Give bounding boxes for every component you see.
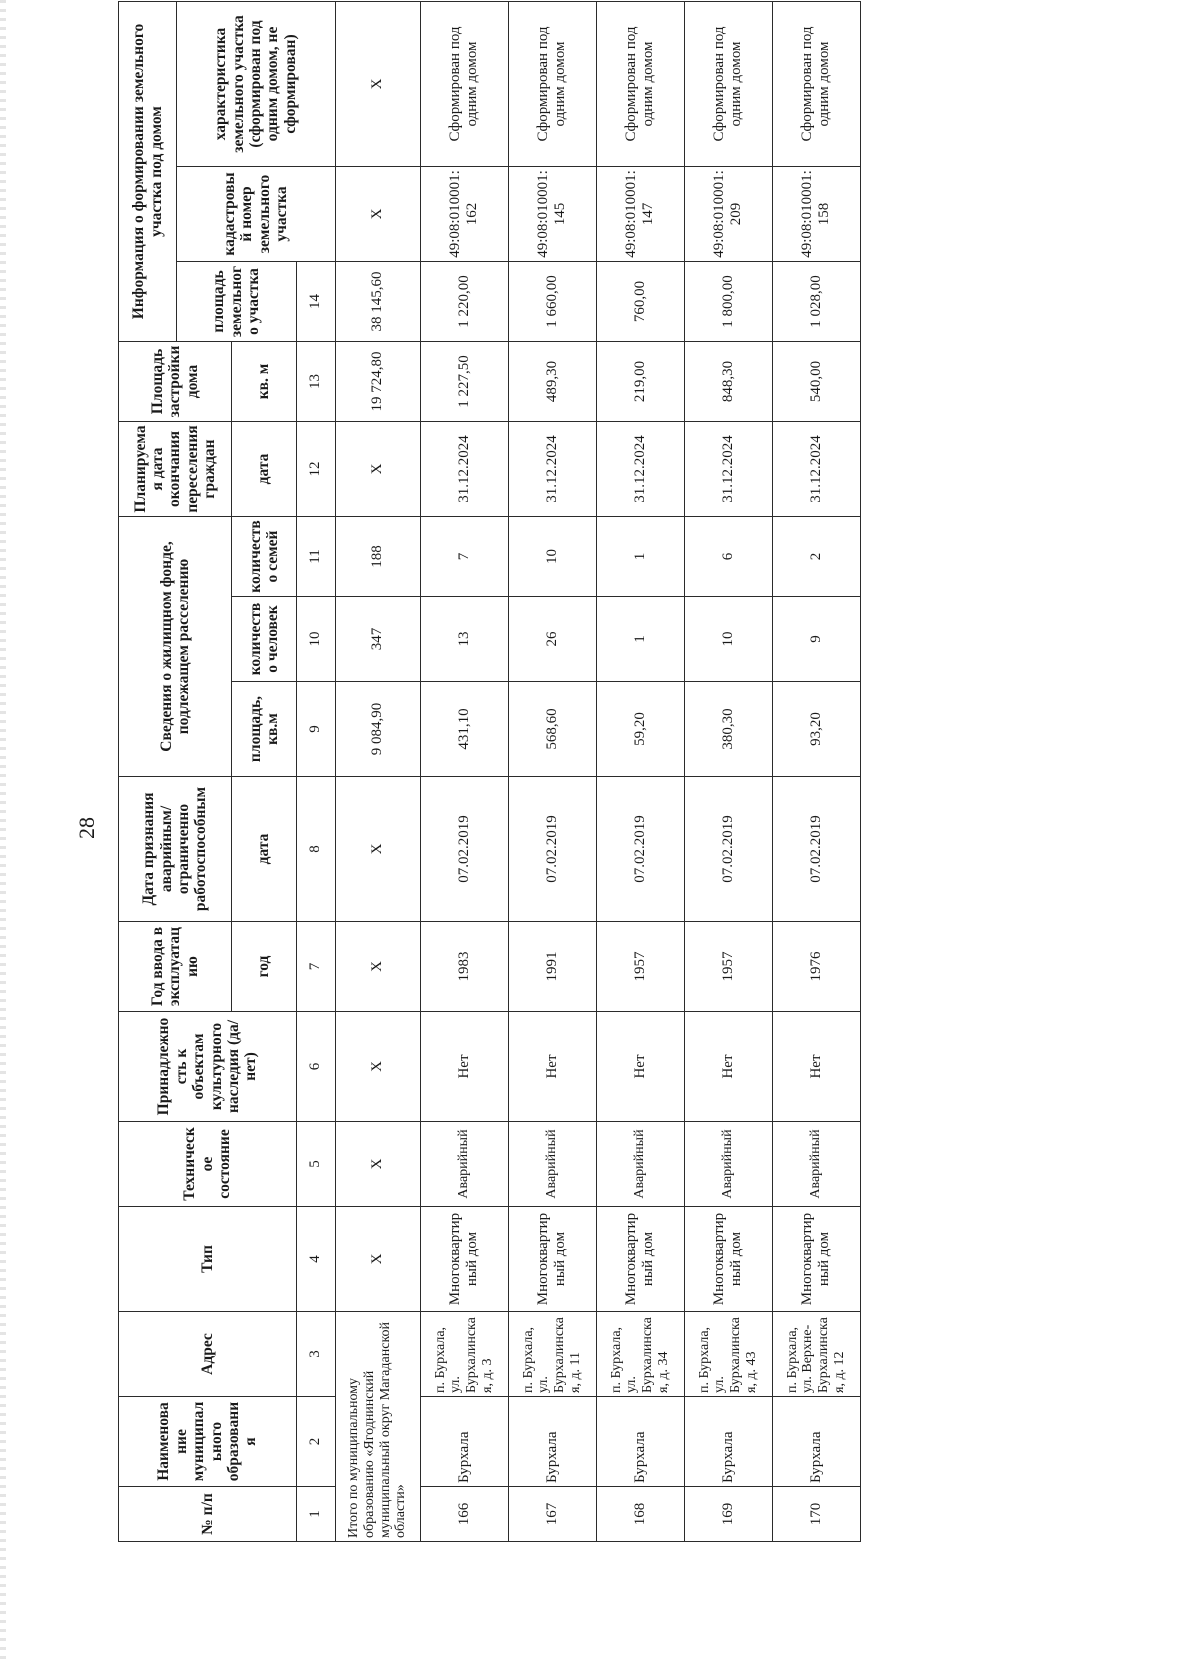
row-land-characteristic: Сформирован под одним домом	[508, 1, 596, 166]
row-date: 07.02.2019	[596, 777, 684, 922]
row-families: 2	[772, 516, 860, 596]
header-families: количество семей	[232, 516, 297, 596]
row-land-area: 1 028,00	[772, 261, 860, 341]
row-date: 07.02.2019	[684, 777, 772, 922]
header-recognition-date-group: Дата признания аварийным/ ограниченно работоспособным	[119, 777, 232, 922]
row-condition: Аварийный	[596, 1122, 684, 1207]
row-type: Многоквартирный дом	[508, 1207, 596, 1312]
row-date: 07.02.2019	[508, 777, 596, 922]
row-people: 13	[420, 597, 508, 682]
row-mo: Бурхала	[684, 1397, 772, 1487]
row-mo: Бурхала	[596, 1397, 684, 1487]
row-people: 1	[596, 597, 684, 682]
row-year: 1976	[772, 922, 860, 1012]
row-condition: Аварийный	[420, 1122, 508, 1207]
header-cadastral: кадастровый номер земельного участка	[177, 166, 336, 261]
row-families: 1	[596, 516, 684, 596]
total-heritage: Х	[335, 1012, 420, 1122]
resettlement-table	[118, 1, 861, 1542]
row-type: Многоквартирный дом	[420, 1207, 508, 1312]
scan-edge-artifact	[0, 0, 6, 1665]
row-land-characteristic: Сформирован под одним домом	[684, 1, 772, 166]
row-condition: Аварийный	[684, 1122, 772, 1207]
row-no: 169	[684, 1487, 772, 1542]
total-date: Х	[335, 777, 420, 922]
row-address: п. Бурхала, ул. Бурхалинская, д. 11	[508, 1312, 596, 1397]
row-year: 1983	[420, 922, 508, 1012]
row-land-area: 1 800,00	[684, 261, 772, 341]
total-land-area: 38 145,60	[335, 261, 420, 341]
row-mo: Бурхала	[772, 1397, 860, 1487]
total-planned-date: Х	[335, 421, 420, 516]
column-number: 1	[297, 1487, 336, 1542]
total-type: Х	[335, 1207, 420, 1312]
row-address: п. Бурхала, ул. Верхне-Бурхалинская, д. 12	[772, 1312, 860, 1397]
column-number: 8	[297, 777, 336, 922]
column-number: 10	[297, 597, 336, 682]
row-families: 7	[420, 516, 508, 596]
row-year: 1957	[596, 922, 684, 1012]
column-number: 5	[297, 1122, 336, 1207]
row-heritage: Нет	[420, 1012, 508, 1122]
header-land-characteristic: характеристика земельного участка (сформирован под одним домом, не сформирован)	[177, 1, 336, 166]
row-no: 167	[508, 1487, 596, 1542]
header-build-area-group: Площадь застройки дома	[119, 341, 232, 421]
header-heritage: Принадлежность к объектам культурного наследия (да/нет)	[119, 1012, 297, 1122]
row-heritage: Нет	[684, 1012, 772, 1122]
column-number: 6	[297, 1012, 336, 1122]
column-number: 2	[297, 1397, 336, 1487]
row-planned-date: 31.12.2024	[596, 421, 684, 516]
column-number: 9	[297, 682, 336, 777]
column-number: 12	[297, 421, 336, 516]
row-condition: Аварийный	[508, 1122, 596, 1207]
total-people: 347	[335, 597, 420, 682]
row-address: п. Бурхала, ул. Бурхалинская, д. 34	[596, 1312, 684, 1397]
header-address: Адрес	[119, 1312, 297, 1397]
row-type: Многоквартирный дом	[684, 1207, 772, 1312]
row-build-area: 219,00	[596, 341, 684, 421]
row-area: 59,20	[596, 682, 684, 777]
row-planned-date: 31.12.2024	[684, 421, 772, 516]
row-land-characteristic: Сформирован под одним домом	[772, 1, 860, 166]
row-date: 07.02.2019	[772, 777, 860, 922]
table-row	[596, 1, 684, 1541]
row-people: 26	[508, 597, 596, 682]
column-number: 11	[297, 516, 336, 596]
row-planned-date: 31.12.2024	[420, 421, 508, 516]
row-cadastral: 49:08:010001:158	[772, 166, 860, 261]
header-year-sub: год	[232, 922, 297, 1012]
row-no: 166	[420, 1487, 508, 1542]
total-label: Итого по муниципальному образованию «Ягоднинский муниципальный округ Магаданской области»	[335, 1312, 420, 1542]
total-condition: Х	[335, 1122, 420, 1207]
row-land-area: 1 220,00	[420, 261, 508, 341]
header-condition: Техническое состояние	[119, 1122, 297, 1207]
row-no: 170	[772, 1487, 860, 1542]
table-row	[508, 1, 596, 1541]
header-no: № п/п	[119, 1487, 297, 1542]
table-row	[684, 1, 772, 1541]
row-address: п. Бурхала, ул. Бурхалинская, д. 43	[684, 1312, 772, 1397]
column-number: 4	[297, 1207, 336, 1312]
total-build-area: 19 724,80	[335, 341, 420, 421]
header-people: количество человек	[232, 597, 297, 682]
header-land-area-group: площадь земельного участка	[177, 261, 297, 341]
row-families: 10	[508, 516, 596, 596]
header-year-group: Год ввода в эксплуатацию	[119, 922, 232, 1012]
row-cadastral: 49:08:010001:145	[508, 166, 596, 261]
row-build-area: 848,30	[684, 341, 772, 421]
header-mo-name: Наименование муниципального образования	[119, 1397, 297, 1487]
row-type: Многоквартирный дом	[596, 1207, 684, 1312]
row-land-characteristic: Сформирован под одним домом	[420, 1, 508, 166]
row-mo: Бурхала	[420, 1397, 508, 1487]
total-land-characteristic: Х	[335, 1, 420, 166]
column-number: 14	[297, 261, 336, 341]
row-land-area: 1 660,00	[508, 261, 596, 341]
row-area: 380,30	[684, 682, 772, 777]
row-families: 6	[684, 516, 772, 596]
rotated-table-wrapper	[118, 15, 853, 1542]
total-families: 188	[335, 516, 420, 596]
row-people: 10	[684, 597, 772, 682]
row-planned-date: 31.12.2024	[508, 421, 596, 516]
header-date-sub: дата	[232, 777, 297, 922]
header-planned-date-sub: дата	[232, 421, 297, 516]
page-number: 28	[74, 817, 99, 839]
row-cadastral: 49:08:010001:147	[596, 166, 684, 261]
row-build-area: 540,00	[772, 341, 860, 421]
total-area: 9 084,90	[335, 682, 420, 777]
row-heritage: Нет	[596, 1012, 684, 1122]
header-land-group: Информация о формировании земельного участка под домом	[119, 1, 177, 341]
header-housing-group: Сведения о жилищном фонде, подлежащем расселению	[119, 516, 232, 776]
column-number: 13	[297, 341, 336, 421]
total-row	[335, 1, 420, 1541]
header-build-area-sub: кв. м	[232, 341, 297, 421]
total-year: Х	[335, 922, 420, 1012]
header-type: Тип	[119, 1207, 297, 1312]
row-area: 568,60	[508, 682, 596, 777]
row-cadastral: 49:08:010001:162	[420, 166, 508, 261]
row-area: 431,10	[420, 682, 508, 777]
row-condition: Аварийный	[772, 1122, 860, 1207]
row-build-area: 489,30	[508, 341, 596, 421]
column-number: 7	[297, 922, 336, 1012]
row-area: 93,20	[772, 682, 860, 777]
row-date: 07.02.2019	[420, 777, 508, 922]
table-row	[420, 1, 508, 1541]
table-row	[772, 1, 860, 1541]
row-cadastral: 49:08:010001:209	[684, 166, 772, 261]
row-address: п. Бурхала, ул. Бурхалинская, д. 3	[420, 1312, 508, 1397]
total-cadastral: Х	[335, 166, 420, 261]
header-planned-date-group: Планируемая дата окончания переселения граждан	[119, 421, 232, 516]
row-type: Многоквартирный дом	[772, 1207, 860, 1312]
row-land-characteristic: Сформирован под одним домом	[596, 1, 684, 166]
row-land-area: 760,00	[596, 261, 684, 341]
row-mo: Бурхала	[508, 1397, 596, 1487]
row-heritage: Нет	[772, 1012, 860, 1122]
row-year: 1957	[684, 922, 772, 1012]
row-no: 168	[596, 1487, 684, 1542]
row-planned-date: 31.12.2024	[772, 421, 860, 516]
row-people: 9	[772, 597, 860, 682]
header-housing-area: площадь, кв.м	[232, 682, 297, 777]
row-heritage: Нет	[508, 1012, 596, 1122]
row-build-area: 1 227,50	[420, 341, 508, 421]
row-year: 1991	[508, 922, 596, 1012]
column-number: 3	[297, 1312, 336, 1397]
